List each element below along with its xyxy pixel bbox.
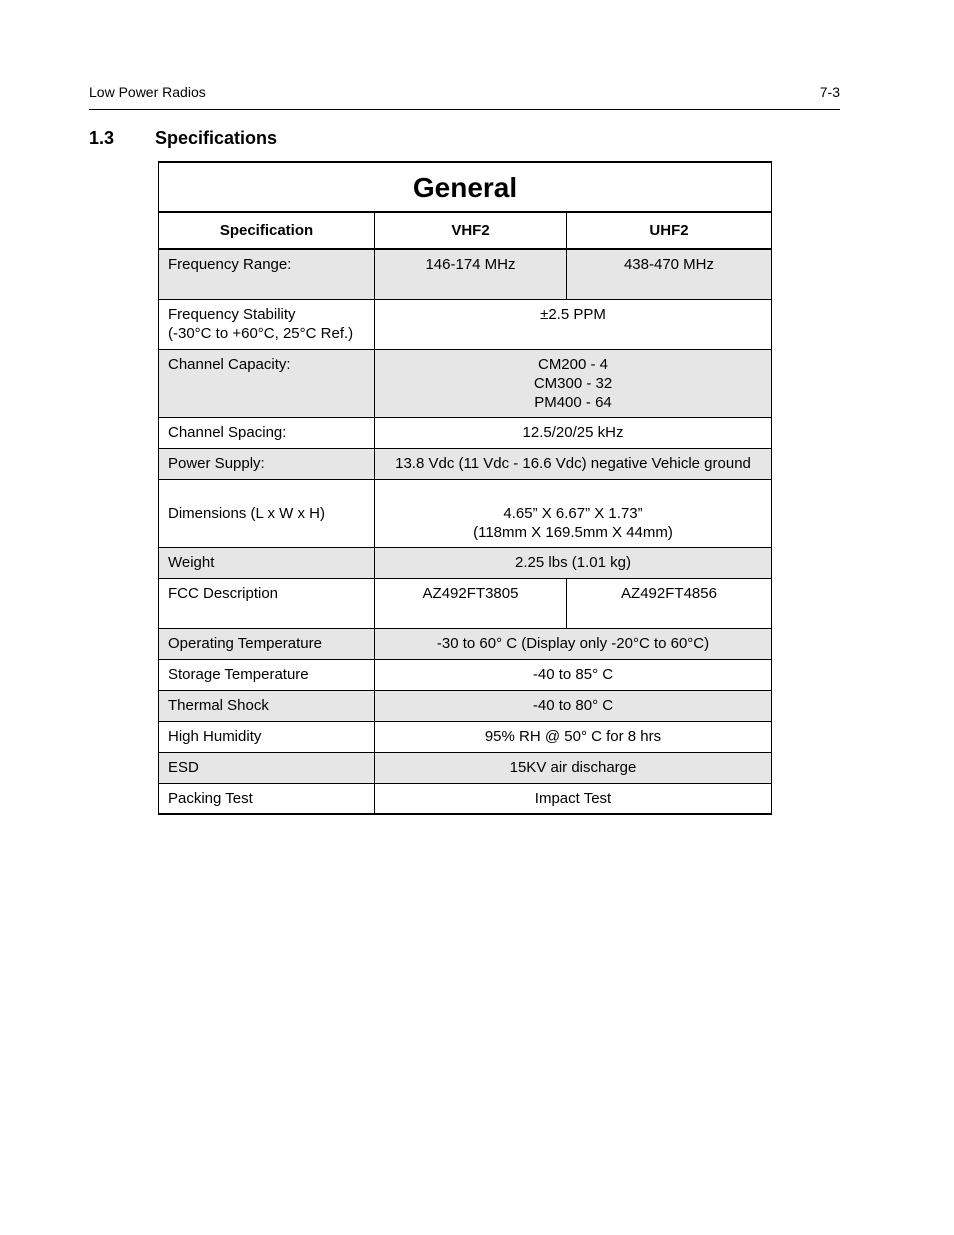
row-value: 13.8 Vdc (11 Vdc - 16.6 Vdc) negative Vehicle ground: [375, 448, 772, 479]
section-title: Specifications: [155, 128, 278, 148]
dimension-line-imperial: 4.65” X 6.67” X 1.73”: [503, 504, 643, 522]
row-label: Operating Temperature: [159, 628, 375, 659]
section-heading: [89, 127, 277, 149]
row-value-vhf: AZ492FT3805: [375, 578, 567, 628]
row-label: ESD: [159, 752, 375, 783]
row-label: Dimensions (L x W x H): [159, 479, 375, 547]
capacity-line: CM200 - 4: [537, 355, 609, 373]
row-label: Packing Test: [159, 783, 375, 814]
row-value: 15KV air discharge: [375, 752, 772, 783]
row-value-uhf: AZ492FT4856: [567, 578, 772, 628]
row-value: 95% RH @ 50° C for 8 hrs: [375, 721, 772, 752]
capacity-line: PM400 - 64: [534, 393, 612, 411]
row-label: Channel Spacing:: [159, 417, 375, 448]
table-title: General: [159, 162, 772, 212]
row-label: Weight: [159, 547, 375, 578]
spacer: [383, 485, 763, 504]
column-header-vhf2: VHF2: [375, 212, 567, 249]
header-rule: [89, 109, 840, 110]
row-fcc-description: [159, 578, 772, 628]
row-frequency-range: [159, 249, 772, 299]
row-value: Impact Test: [375, 783, 772, 814]
row-value-vhf: 146-174 MHz: [375, 249, 567, 299]
row-value: [375, 479, 772, 547]
capacity-line: CM300 - 32: [533, 374, 613, 392]
column-header-uhf2: UHF2: [567, 212, 772, 249]
row-thermal-shock: [159, 690, 772, 721]
row-label: Thermal Shock: [159, 690, 375, 721]
header-document-title: Low Power Radios: [89, 84, 206, 100]
specifications-table: [158, 161, 772, 815]
row-operating-temperature: [159, 628, 772, 659]
row-value: [375, 349, 772, 417]
table-header-row: [159, 212, 772, 249]
row-label: High Humidity: [159, 721, 375, 752]
table-title-row: [159, 162, 772, 212]
row-label: Channel Capacity:: [159, 349, 375, 417]
row-value: -40 to 85° C: [375, 659, 772, 690]
row-value: -30 to 60° C (Display only -20°C to 60°C): [375, 628, 772, 659]
row-label: [159, 299, 375, 349]
row-value: 2.25 lbs (1.01 kg): [375, 547, 772, 578]
section-number: 1.3: [89, 128, 115, 148]
row-value: -40 to 80° C: [375, 690, 772, 721]
row-dimensions: [159, 479, 772, 547]
row-packing-test: [159, 783, 772, 814]
row-channel-capacity: [159, 349, 772, 417]
row-label-line: Frequency Stability: [168, 305, 296, 323]
row-storage-temperature: [159, 659, 772, 690]
row-high-humidity: [159, 721, 772, 752]
row-label: FCC Description: [159, 578, 375, 628]
row-label: Frequency Range:: [159, 249, 375, 299]
row-channel-spacing: [159, 417, 772, 448]
row-label: Power Supply:: [159, 448, 375, 479]
column-header-specification: Specification: [159, 212, 375, 249]
row-power-supply: [159, 448, 772, 479]
row-label: Storage Temperature: [159, 659, 375, 690]
row-value: 12.5/20/25 kHz: [375, 417, 772, 448]
row-value-uhf: 438-470 MHz: [567, 249, 772, 299]
row-frequency-stability: [159, 299, 772, 349]
header-page-number: 7-3: [819, 84, 840, 100]
row-esd: [159, 752, 772, 783]
row-label-line: (-30°C to +60°C, 25°C Ref.): [168, 324, 354, 342]
dimension-line-metric: (118mm X 169.5mm X 44mm): [473, 523, 673, 541]
row-weight: [159, 547, 772, 578]
row-value: ±2.5 PPM: [375, 299, 772, 349]
